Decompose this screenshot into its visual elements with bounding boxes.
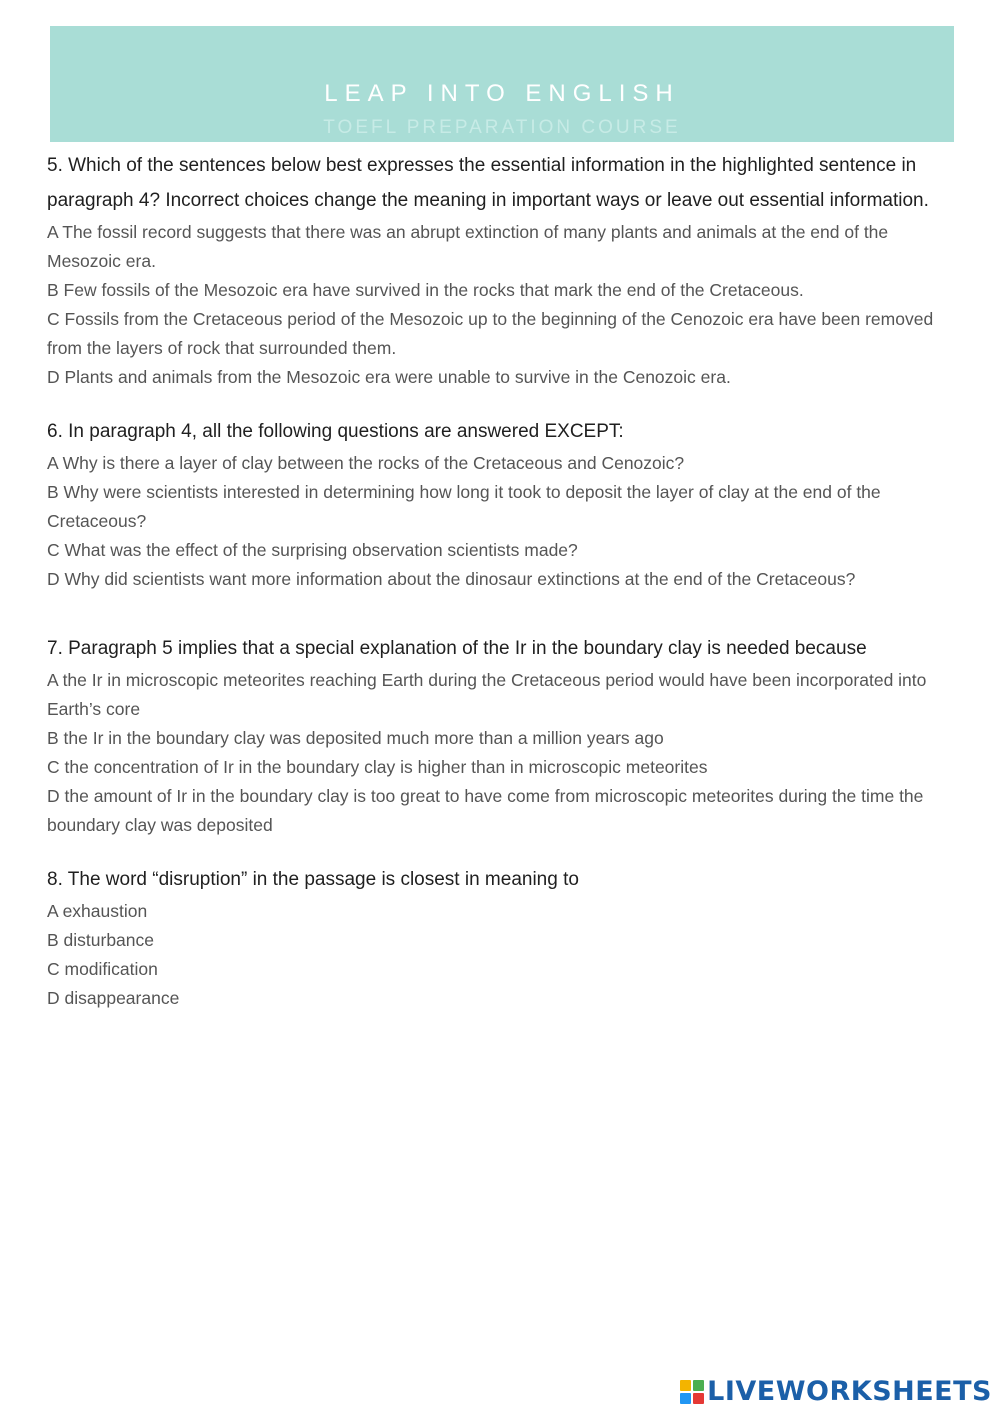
question-6 <box>47 415 957 594</box>
answer-option-c[interactable]: C What was the effect of the surprising observation scientists made? <box>47 540 578 560</box>
question-stem: 8. The word “disruption” in the passage is closest in meaning to <box>47 869 579 890</box>
liveworksheets-logo[interactable] <box>680 1377 992 1407</box>
answer-option-d[interactable]: D Plants and animals from the Mesozoic era were unable to survive in the Cenozoic era. <box>47 367 731 387</box>
answer-option-b[interactable]: B the Ir in the boundary clay was deposited much more than a million years ago <box>47 728 664 748</box>
answer-option-d[interactable]: D the amount of Ir in the boundary clay is too great to have come from microscopic meteorites during the time the boundary clay was deposited <box>47 786 924 835</box>
answer-option-c[interactable]: C modification <box>47 959 158 979</box>
question-5 <box>47 148 957 392</box>
answer-option-b[interactable]: B Few fossils of the Mesozoic era have survived in the rocks that mark the end of the Cretaceous. <box>47 280 804 300</box>
liveworksheets-logo-icon <box>680 1380 704 1404</box>
answer-option-d[interactable]: D disappearance <box>47 988 180 1008</box>
question-stem: 7. Paragraph 5 implies that a special explanation of the Ir in the boundary clay is needed because <box>47 638 867 659</box>
logo-text: LIVEWORKSHEETS <box>707 1376 992 1407</box>
worksheet-content <box>47 148 957 1013</box>
answer-option-b[interactable]: B Why were scientists interested in determining how long it took to deposit the layer of clay at the end of the Cretaceous? <box>47 482 881 531</box>
answer-option-c[interactable]: C Fossils from the Cretaceous period of the Mesozoic up to the beginning of the Cenozoic era have been removed from the layers of rock that surrounded them. <box>47 309 934 358</box>
course-subtitle: TOEFL PREPARATION COURSE <box>323 117 681 138</box>
answer-option-a[interactable]: A The fossil record suggests that there was an abrupt extinction of many plants and animals at the end of the Mesozoic era. <box>47 222 889 271</box>
answer-option-a[interactable]: A Why is there a layer of clay between the rocks of the Cretaceous and Cenozoic? <box>47 453 685 473</box>
answer-option-d[interactable]: D Why did scientists want more information about the dinosaur extinctions at the end of the Cretaceous? <box>47 569 856 589</box>
question-stem: 6. In paragraph 4, all the following questions are answered EXCEPT: <box>47 421 624 442</box>
course-title: LEAP INTO ENGLISH <box>324 80 680 107</box>
answer-option-c[interactable]: C the concentration of Ir in the boundary clay is higher than in microscopic meteorites <box>47 757 708 777</box>
question-stem: 5. Which of the sentences below best expresses the essential information in the highlighted sentence in paragraph 4? Incorrect choices change the meaning in important ways or leave out essential information. <box>47 155 929 211</box>
question-7 <box>47 631 957 840</box>
header-banner <box>50 26 954 142</box>
question-8 <box>47 863 957 1013</box>
answer-option-a[interactable]: A exhaustion <box>47 901 148 921</box>
answer-option-a[interactable]: A the Ir in microscopic meteorites reaching Earth during the Cretaceous period would have been incorporated into Earth’s core <box>47 670 927 719</box>
answer-option-b[interactable]: B disturbance <box>47 930 155 950</box>
